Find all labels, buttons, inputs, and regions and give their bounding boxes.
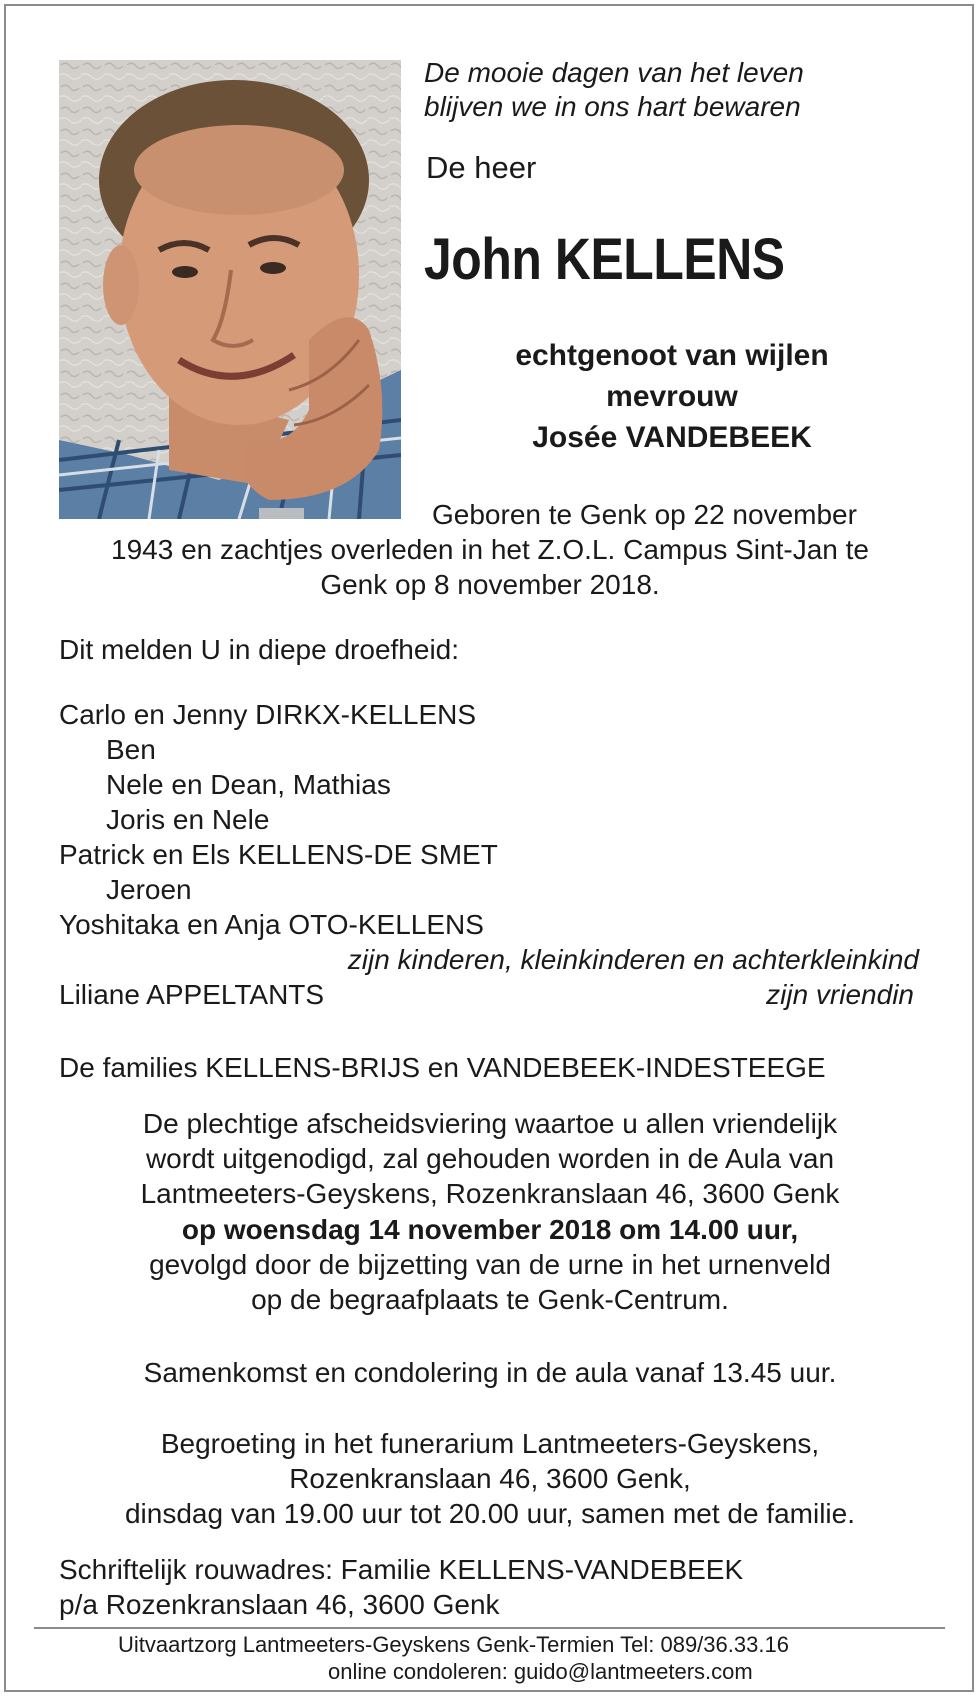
viewing-line-1: Begroeting in het funerarium Lantmeeters-Geyskens, (160, 1428, 820, 1459)
families-line: De families KELLENS-BRIJS en VANDEBEEK-INDESTEEGE (59, 1052, 826, 1083)
ceremony-after-line-2: op de begraafplaats te Genk-Centrum. (251, 1284, 729, 1315)
birth-death-line-1: Geboren te Genk op 22 november (432, 499, 857, 530)
family-member: Nele en Dean, Mathias (106, 769, 391, 800)
friend-name: Liliane APPELTANTS (59, 979, 325, 1010)
viewing-line-2: Rozenkranslaan 46, 3600 Genk, (289, 1463, 691, 1494)
family-member: Carlo en Jenny DIRKX-KELLENS (59, 699, 477, 730)
spouse-line-2: mevrouw (606, 380, 738, 413)
birth-death-line-2: 1943 en zachtjes overleden in het Z.O.L. Campus Sint-Jan te (111, 534, 869, 565)
portrait-photo (59, 60, 401, 519)
deceased-name: John KELLENS (424, 227, 785, 292)
ceremony-line-2: wordt uitgenodigd, zal gehouden worden in de Aula van (145, 1143, 835, 1174)
ceremony-date: op woensdag 14 november 2018 om 14.00 uur, (181, 1214, 799, 1245)
announcement: Dit melden U in diepe droefheid: (59, 634, 460, 665)
gathering-line: Samenkomst en condolering in de aula vanaf 13.45 uur. (143, 1357, 837, 1388)
ceremony-line-3: Lantmeeters-Geyskens, Rozenkranslaan 46, 3600 Genk (140, 1178, 840, 1209)
family-member: Jeroen (106, 874, 192, 905)
family-member: Patrick en Els KELLENS-DE SMET (59, 839, 498, 870)
spouse-name: Josée VANDEBEEK (532, 421, 812, 454)
viewing-line-3: dinsdag van 19.00 uur tot 20.00 uur, samen met de familie. (124, 1498, 855, 1529)
funeral-home-line: Uitvaartzorg Lantmeeters-Geyskens Genk-Termien Tel: 089/36.33.16 (118, 1632, 789, 1657)
family-role: zijn kinderen, kleinkinderen en achterkleinkind (347, 944, 919, 975)
spouse-line-1: echtgenoot van wijlen (515, 339, 829, 372)
birth-death-line-3: Genk op 8 november 2018. (320, 569, 660, 600)
verse-line-2: blijven we in ons hart bewaren (424, 91, 801, 122)
friend-role: zijn vriendin (766, 979, 914, 1010)
ceremony-line-1: De plechtige afscheidsviering waartoe u allen vriendelijk (142, 1108, 838, 1139)
family-member: Yoshitaka en Anja OTO-KELLENS (59, 909, 484, 940)
honorific: De heer (426, 150, 537, 185)
mourning-address-line-2: p/a Rozenkranslaan 46, 3600 Genk (59, 1589, 500, 1620)
footer-divider (34, 1627, 945, 1629)
ceremony-after-line-1: gevolgd door de bijzetting van de urne in het urnenveld (149, 1249, 831, 1280)
verse-line-1: De mooie dagen van het leven (424, 57, 804, 88)
family-member: Joris en Nele (106, 804, 270, 835)
family-member: Ben (106, 734, 156, 765)
mourning-address-line-1: Schriftelijk rouwadres: Familie KELLENS-VANDEBEEK (59, 1554, 744, 1585)
online-condolence-line: online condoleren: guido@lantmeeters.com (328, 1659, 753, 1684)
